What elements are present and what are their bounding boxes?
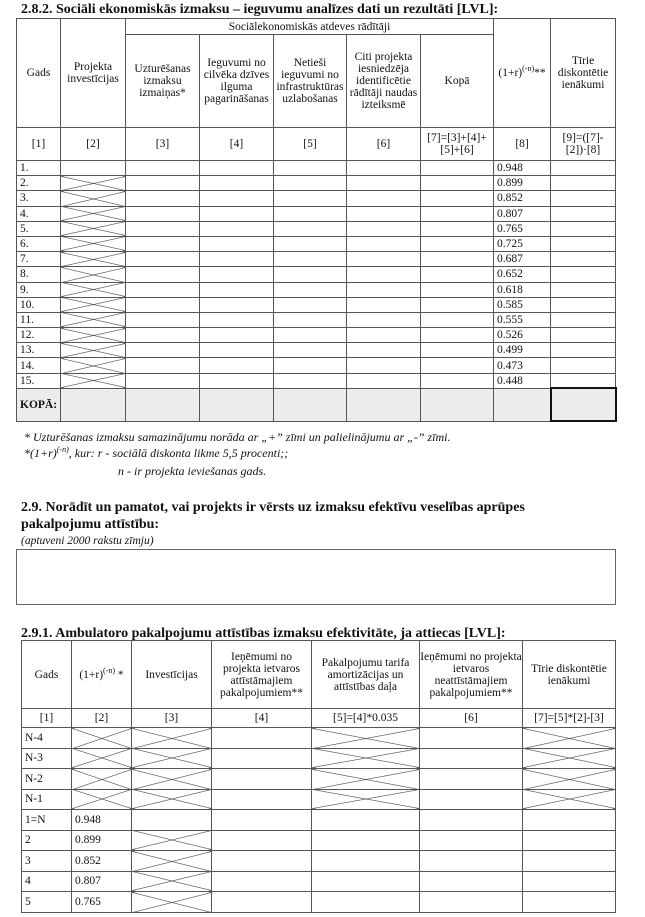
total-cell[interactable] (421, 236, 494, 251)
index-cell: [1] (22, 709, 72, 728)
indirect-benefit-cell[interactable] (274, 206, 347, 221)
col-header-non-developed-services-revenue: Ieņēmumi no projekta ietvaros neattīstāmajiem pakalpojumiem** (420, 641, 523, 709)
index-cell: [5] (274, 128, 347, 161)
crossed-cell (132, 748, 212, 769)
total-value-cell[interactable] (61, 388, 126, 421)
crossed-cell (61, 236, 126, 251)
index-cell: [9]=([7]-[2])·[8] (551, 128, 616, 161)
year-cell: N-4 (22, 728, 72, 749)
net-income-cell[interactable] (551, 161, 616, 176)
indirect-benefit-cell[interactable] (274, 328, 347, 343)
life-extension-cell[interactable] (200, 358, 274, 373)
year-cell: N-2 (22, 769, 72, 790)
col-header-total: Kopā (421, 35, 494, 128)
total-cell[interactable] (421, 191, 494, 206)
crossed-cell (61, 191, 126, 206)
crossed-cell (61, 343, 126, 358)
table-row (22, 830, 616, 851)
table-row (22, 851, 616, 872)
col-header-year: Gads (22, 641, 72, 709)
indirect-benefit-cell[interactable] (274, 236, 347, 251)
other-indicator-cell[interactable] (347, 236, 421, 251)
col-header-developed-services-revenue: Ieņēmumi no projekta ietvaros attīstāmajiem pakalpojumiem** (212, 641, 312, 709)
footnote-discount: $*(1+r)^{(-n)}$, kur: r - sociālā diskonta likme 5,5 procenti;; (24, 445, 289, 460)
crossed-cell (132, 871, 212, 892)
total-value-cell[interactable] (421, 388, 494, 421)
net-income-cell[interactable] (551, 312, 616, 327)
net-income-cell[interactable] (551, 358, 616, 373)
section-2-8-2-title: 2.8.2. Sociāli ekonomiskās izmaksu – ieguvumu analīzes dati un rezultāti [LVL]: (21, 2, 499, 17)
total-value-cell[interactable] (347, 388, 421, 421)
discount-factor-cell: 0.725 (494, 236, 551, 251)
net-income-cell[interactable] (551, 252, 616, 267)
year-cell: 12. (17, 328, 61, 343)
discount-factor-cell: 0.585 (494, 297, 551, 312)
index-cell: [6] (420, 709, 523, 728)
year-cell: 13. (17, 343, 61, 358)
index-cell: [7]=[3]+[4]+[5]+[6] (421, 128, 494, 161)
col-header-other-indicators: Citi projekta iesniedzēja identificētie rādītāji naudas izteiksmē (347, 35, 421, 128)
net-income-cell[interactable] (551, 297, 616, 312)
crossed-cell (132, 789, 212, 810)
col-header-indirect-benefits: Netieši ieguvumi no infrastruktūras uzlabošanas (274, 35, 347, 128)
indirect-benefit-cell[interactable] (274, 161, 347, 176)
life-extension-cell[interactable] (200, 221, 274, 236)
table-row (22, 871, 616, 892)
discount-factor-cell: 0.765 (72, 892, 132, 913)
year-cell: 1=N (22, 810, 72, 831)
non-developed-revenue-cell[interactable] (420, 810, 523, 831)
crossed-cell (61, 282, 126, 297)
crossed-cell (61, 267, 126, 282)
col-header-net-discounted-income: Tīrie diskontētie ienākumi (551, 19, 616, 128)
life-extension-cell[interactable] (200, 312, 274, 327)
life-extension-cell[interactable] (200, 176, 274, 191)
total-cell[interactable] (421, 328, 494, 343)
col-header-discount-factor: $(1+r)^{(-n)}$ * (72, 641, 132, 709)
other-indicator-cell[interactable] (347, 282, 421, 297)
table-row (17, 267, 616, 282)
maintenance-cell[interactable] (126, 373, 200, 388)
developed-revenue-cell[interactable] (212, 748, 312, 769)
net-income-cell[interactable] (523, 810, 616, 831)
tariff-share-cell[interactable] (312, 830, 420, 851)
non-developed-revenue-cell[interactable] (420, 769, 523, 790)
life-extension-cell[interactable] (200, 206, 274, 221)
maintenance-cell[interactable] (126, 161, 200, 176)
discount-factor-cell: 0.852 (72, 851, 132, 872)
discount-factor-cell: 0.555 (494, 312, 551, 327)
developed-revenue-cell[interactable] (212, 810, 312, 831)
discount-factor-cell: 0.948 (72, 810, 132, 831)
year-cell: 9. (17, 282, 61, 297)
net-income-cell[interactable] (551, 191, 616, 206)
table-row (22, 728, 616, 749)
crossed-cell (523, 728, 616, 749)
footnote-year: n - ir projekta ieviešanas gads. (118, 464, 267, 478)
crossed-cell (61, 297, 126, 312)
crossed-cell (72, 728, 132, 749)
discount-factor-cell: 0.652 (494, 267, 551, 282)
crossed-cell (523, 769, 616, 790)
year-cell: 3. (17, 191, 61, 206)
col-header-investments: Investīcijas (132, 641, 212, 709)
maintenance-cell[interactable] (126, 282, 200, 297)
indirect-benefit-cell[interactable] (274, 358, 347, 373)
year-cell: N-3 (22, 748, 72, 769)
table-row (17, 358, 616, 373)
net-income-cell[interactable] (551, 221, 616, 236)
maintenance-cell[interactable] (126, 221, 200, 236)
net-income-cell[interactable] (551, 328, 616, 343)
net-income-cell[interactable] (551, 267, 616, 282)
crossed-cell (132, 851, 212, 872)
total-cell[interactable] (421, 312, 494, 327)
tariff-share-cell[interactable] (312, 892, 420, 913)
indirect-benefit-cell[interactable] (274, 312, 347, 327)
table-row (17, 206, 616, 221)
index-row (17, 128, 616, 161)
total-cell[interactable] (421, 252, 494, 267)
life-extension-cell[interactable] (200, 297, 274, 312)
table-row (22, 748, 616, 769)
net-income-cell[interactable] (551, 282, 616, 297)
crossed-cell (61, 358, 126, 373)
discount-factor-cell: 0.687 (494, 252, 551, 267)
total-row (17, 388, 616, 421)
index-cell: [8] (494, 128, 551, 161)
life-extension-cell[interactable] (200, 161, 274, 176)
crossed-cell (72, 789, 132, 810)
table-row (17, 373, 616, 388)
non-developed-revenue-cell[interactable] (420, 851, 523, 872)
other-indicator-cell[interactable] (347, 221, 421, 236)
maintenance-cell[interactable] (126, 252, 200, 267)
life-extension-cell[interactable] (200, 191, 274, 206)
net-income-cell[interactable] (523, 851, 616, 872)
col-header-year: Gads (17, 19, 61, 128)
total-net-income-cell[interactable] (551, 388, 616, 421)
non-developed-revenue-cell[interactable] (420, 789, 523, 810)
discount-factor-cell: 0.807 (494, 206, 551, 221)
indirect-benefit-cell[interactable] (274, 252, 347, 267)
year-cell: N-1 (22, 789, 72, 810)
other-indicator-cell[interactable] (347, 358, 421, 373)
net-income-cell[interactable] (551, 343, 616, 358)
discount-factor-cell: 0.448 (494, 373, 551, 388)
total-value-cell[interactable] (200, 388, 274, 421)
discount-factor-cell: 0.765 (494, 221, 551, 236)
life-extension-cell[interactable] (200, 328, 274, 343)
maintenance-cell[interactable] (126, 312, 200, 327)
crossed-cell (61, 312, 126, 327)
maintenance-cell[interactable] (126, 236, 200, 251)
developed-revenue-cell[interactable] (212, 871, 312, 892)
tariff-share-cell[interactable] (312, 810, 420, 831)
life-extension-cell[interactable] (200, 343, 274, 358)
discount-factor-cell: 0.618 (494, 282, 551, 297)
col-header-investments: Projekta investīcijas (61, 19, 126, 128)
total-value-cell[interactable] (126, 388, 200, 421)
index-cell: [4] (200, 128, 274, 161)
non-developed-revenue-cell[interactable] (420, 830, 523, 851)
footnote-maintenance: * Uzturēšanas izmaksu samazinājumu norāda ar „+” zīmi un palielinājumu ar „-” zīmi. (24, 430, 451, 444)
non-developed-revenue-cell[interactable] (420, 748, 523, 769)
crossed-cell (132, 769, 212, 790)
year-cell: 11. (17, 312, 61, 327)
indirect-benefit-cell[interactable] (274, 343, 347, 358)
section-2-9-1-title: 2.9.1. Ambulatoro pakalpojumu attīstības izmaksu efektivitāte, ja attiecas [LVL]: (21, 626, 506, 641)
discount-factor-cell: 0.899 (72, 830, 132, 851)
index-cell: [2] (61, 128, 126, 161)
index-cell: [5]=[4]*0.035 (312, 709, 420, 728)
year-cell: 8. (17, 267, 61, 282)
cost-benefit-table (16, 18, 617, 422)
table-row (17, 312, 616, 327)
year-cell: 6. (17, 236, 61, 251)
indirect-benefit-cell[interactable] (274, 297, 347, 312)
crossed-cell (312, 748, 420, 769)
developed-revenue-cell[interactable] (212, 830, 312, 851)
maintenance-cell[interactable] (126, 358, 200, 373)
table-row (22, 789, 616, 810)
total-cell[interactable] (421, 297, 494, 312)
discount-factor-cell: 0.499 (494, 343, 551, 358)
net-income-cell[interactable] (523, 892, 616, 913)
discount-factor-cell: 0.899 (494, 176, 551, 191)
year-cell: 5 (22, 892, 72, 913)
net-income-cell[interactable] (551, 206, 616, 221)
net-income-cell[interactable] (551, 373, 616, 388)
crossed-cell (61, 221, 126, 236)
tariff-share-cell[interactable] (312, 851, 420, 872)
col-header-net-discounted-income: Tīrie diskontētie ienākumi (523, 641, 616, 709)
indirect-benefit-cell[interactable] (274, 191, 347, 206)
year-cell: 14. (17, 358, 61, 373)
col-header-tariff-share: Pakalpojumu tarifa amortizācijas un attīstības daļa (312, 641, 420, 709)
other-indicator-cell[interactable] (347, 297, 421, 312)
life-extension-cell[interactable] (200, 373, 274, 388)
developed-revenue-cell[interactable] (212, 892, 312, 913)
crossed-cell (61, 328, 126, 343)
investment-cell[interactable] (132, 810, 212, 831)
table-row (22, 892, 616, 913)
table-row (17, 252, 616, 267)
other-indicator-cell[interactable] (347, 373, 421, 388)
col-header-life-extension: Ieguvumi no cilvēka dzīves ilguma pagarināšanas (200, 35, 274, 128)
table-row (17, 343, 616, 358)
other-indicator-cell[interactable] (347, 161, 421, 176)
index-cell: [6] (347, 128, 421, 161)
tariff-share-cell[interactable] (312, 871, 420, 892)
group-header-socioeconomic: Sociālekonomiskās atdeves rādītāji (126, 19, 494, 35)
total-cell[interactable] (421, 221, 494, 236)
crossed-cell (72, 769, 132, 790)
discount-factor-cell: 0.852 (494, 191, 551, 206)
section-2-9-title-line2: pakalpojumu attīstību: (21, 517, 160, 532)
table-row (17, 191, 616, 206)
total-cell[interactable] (421, 206, 494, 221)
non-developed-revenue-cell[interactable] (420, 728, 523, 749)
indirect-benefit-cell[interactable] (274, 267, 347, 282)
total-cell[interactable] (421, 176, 494, 191)
other-indicator-cell[interactable] (347, 267, 421, 282)
investment-cell[interactable] (61, 161, 126, 176)
crossed-cell (61, 252, 126, 267)
total-cell[interactable] (421, 373, 494, 388)
total-value-cell[interactable] (274, 388, 347, 421)
index-row (22, 709, 616, 728)
table-row (17, 176, 616, 191)
year-cell: 1. (17, 161, 61, 176)
net-income-cell[interactable] (551, 176, 616, 191)
discount-factor-cell: 0.526 (494, 328, 551, 343)
crossed-cell (132, 830, 212, 851)
crossed-cell (61, 176, 126, 191)
section-2-9-hint: (aptuveni 2000 rakstu zīmju) (21, 535, 154, 547)
life-extension-cell[interactable] (200, 267, 274, 282)
crossed-cell (132, 892, 212, 913)
developed-revenue-cell[interactable] (212, 728, 312, 749)
non-developed-revenue-cell[interactable] (420, 892, 523, 913)
indirect-benefit-cell[interactable] (274, 373, 347, 388)
net-income-cell[interactable] (523, 871, 616, 892)
net-income-cell[interactable] (551, 236, 616, 251)
crossed-cell (132, 728, 212, 749)
table-row (17, 297, 616, 312)
index-cell: [7]=[5]*[2]-[3] (523, 709, 616, 728)
year-cell: 4 (22, 871, 72, 892)
crossed-cell (61, 373, 126, 388)
other-indicator-cell[interactable] (347, 328, 421, 343)
other-indicator-cell[interactable] (347, 206, 421, 221)
year-cell: 2. (17, 176, 61, 191)
crossed-cell (523, 789, 616, 810)
table-row (17, 161, 616, 176)
maintenance-cell[interactable] (126, 343, 200, 358)
total-cell[interactable] (421, 343, 494, 358)
year-cell: 4. (17, 206, 61, 221)
section-2-9-title-line1: 2.9. Norādīt un pamatot, vai projekts ir vērsts uz izmaksu efektīvu veselības aprūpes (21, 500, 525, 515)
index-cell: [4] (212, 709, 312, 728)
total-cell[interactable] (421, 282, 494, 297)
other-indicator-cell[interactable] (347, 176, 421, 191)
index-cell: [2] (72, 709, 132, 728)
crossed-cell (312, 728, 420, 749)
non-developed-revenue-cell[interactable] (420, 871, 523, 892)
other-indicator-cell[interactable] (347, 343, 421, 358)
table-row (17, 236, 616, 251)
ambulatory-efficiency-table (21, 640, 616, 913)
life-extension-cell[interactable] (200, 282, 274, 297)
indirect-benefit-cell[interactable] (274, 282, 347, 297)
year-cell: 7. (17, 252, 61, 267)
crossed-cell (312, 789, 420, 810)
year-cell: 2 (22, 830, 72, 851)
index-cell: [1] (17, 128, 61, 161)
crossed-cell (61, 206, 126, 221)
year-cell: 10. (17, 297, 61, 312)
col-header-discount-factor: $(1+r)^{(-n)}**$ (494, 19, 551, 128)
table-row (17, 282, 616, 297)
maintenance-cell[interactable] (126, 267, 200, 282)
indirect-benefit-cell[interactable] (274, 221, 347, 236)
discount-factor-cell: 0.807 (72, 871, 132, 892)
total-label: KOPĀ: (17, 388, 61, 421)
maintenance-cell[interactable] (126, 191, 200, 206)
total-cell[interactable] (421, 161, 494, 176)
index-cell: [3] (126, 128, 200, 161)
crossed-cell (72, 748, 132, 769)
index-cell: [3] (132, 709, 212, 728)
indirect-benefit-cell[interactable] (274, 176, 347, 191)
maintenance-cell[interactable] (126, 176, 200, 191)
total-cell[interactable] (421, 267, 494, 282)
maintenance-cell[interactable] (126, 206, 200, 221)
col-header-maintenance-costs: Uzturēšanas izmaksu izmaiņas* (126, 35, 200, 128)
life-extension-cell[interactable] (200, 236, 274, 251)
year-cell: 15. (17, 373, 61, 388)
total-cell[interactable] (421, 358, 494, 373)
developed-revenue-cell[interactable] (212, 769, 312, 790)
table-row (22, 810, 616, 831)
table-row (17, 221, 616, 236)
crossed-cell (494, 388, 551, 421)
year-cell: 5. (17, 221, 61, 236)
crossed-cell (312, 769, 420, 790)
year-cell: 3 (22, 851, 72, 872)
table-row (17, 328, 616, 343)
developed-revenue-cell[interactable] (212, 851, 312, 872)
discount-factor-cell: 0.473 (494, 358, 551, 373)
developed-revenue-cell[interactable] (212, 789, 312, 810)
net-income-cell[interactable] (523, 830, 616, 851)
life-extension-cell[interactable] (200, 252, 274, 267)
other-indicator-cell[interactable] (347, 312, 421, 327)
crossed-cell (523, 748, 616, 769)
table-row (22, 769, 616, 790)
justification-text-area[interactable] (16, 549, 616, 605)
discount-factor-cell: 0.948 (494, 161, 551, 176)
other-indicator-cell[interactable] (347, 252, 421, 267)
maintenance-cell[interactable] (126, 328, 200, 343)
maintenance-cell[interactable] (126, 297, 200, 312)
other-indicator-cell[interactable] (347, 191, 421, 206)
